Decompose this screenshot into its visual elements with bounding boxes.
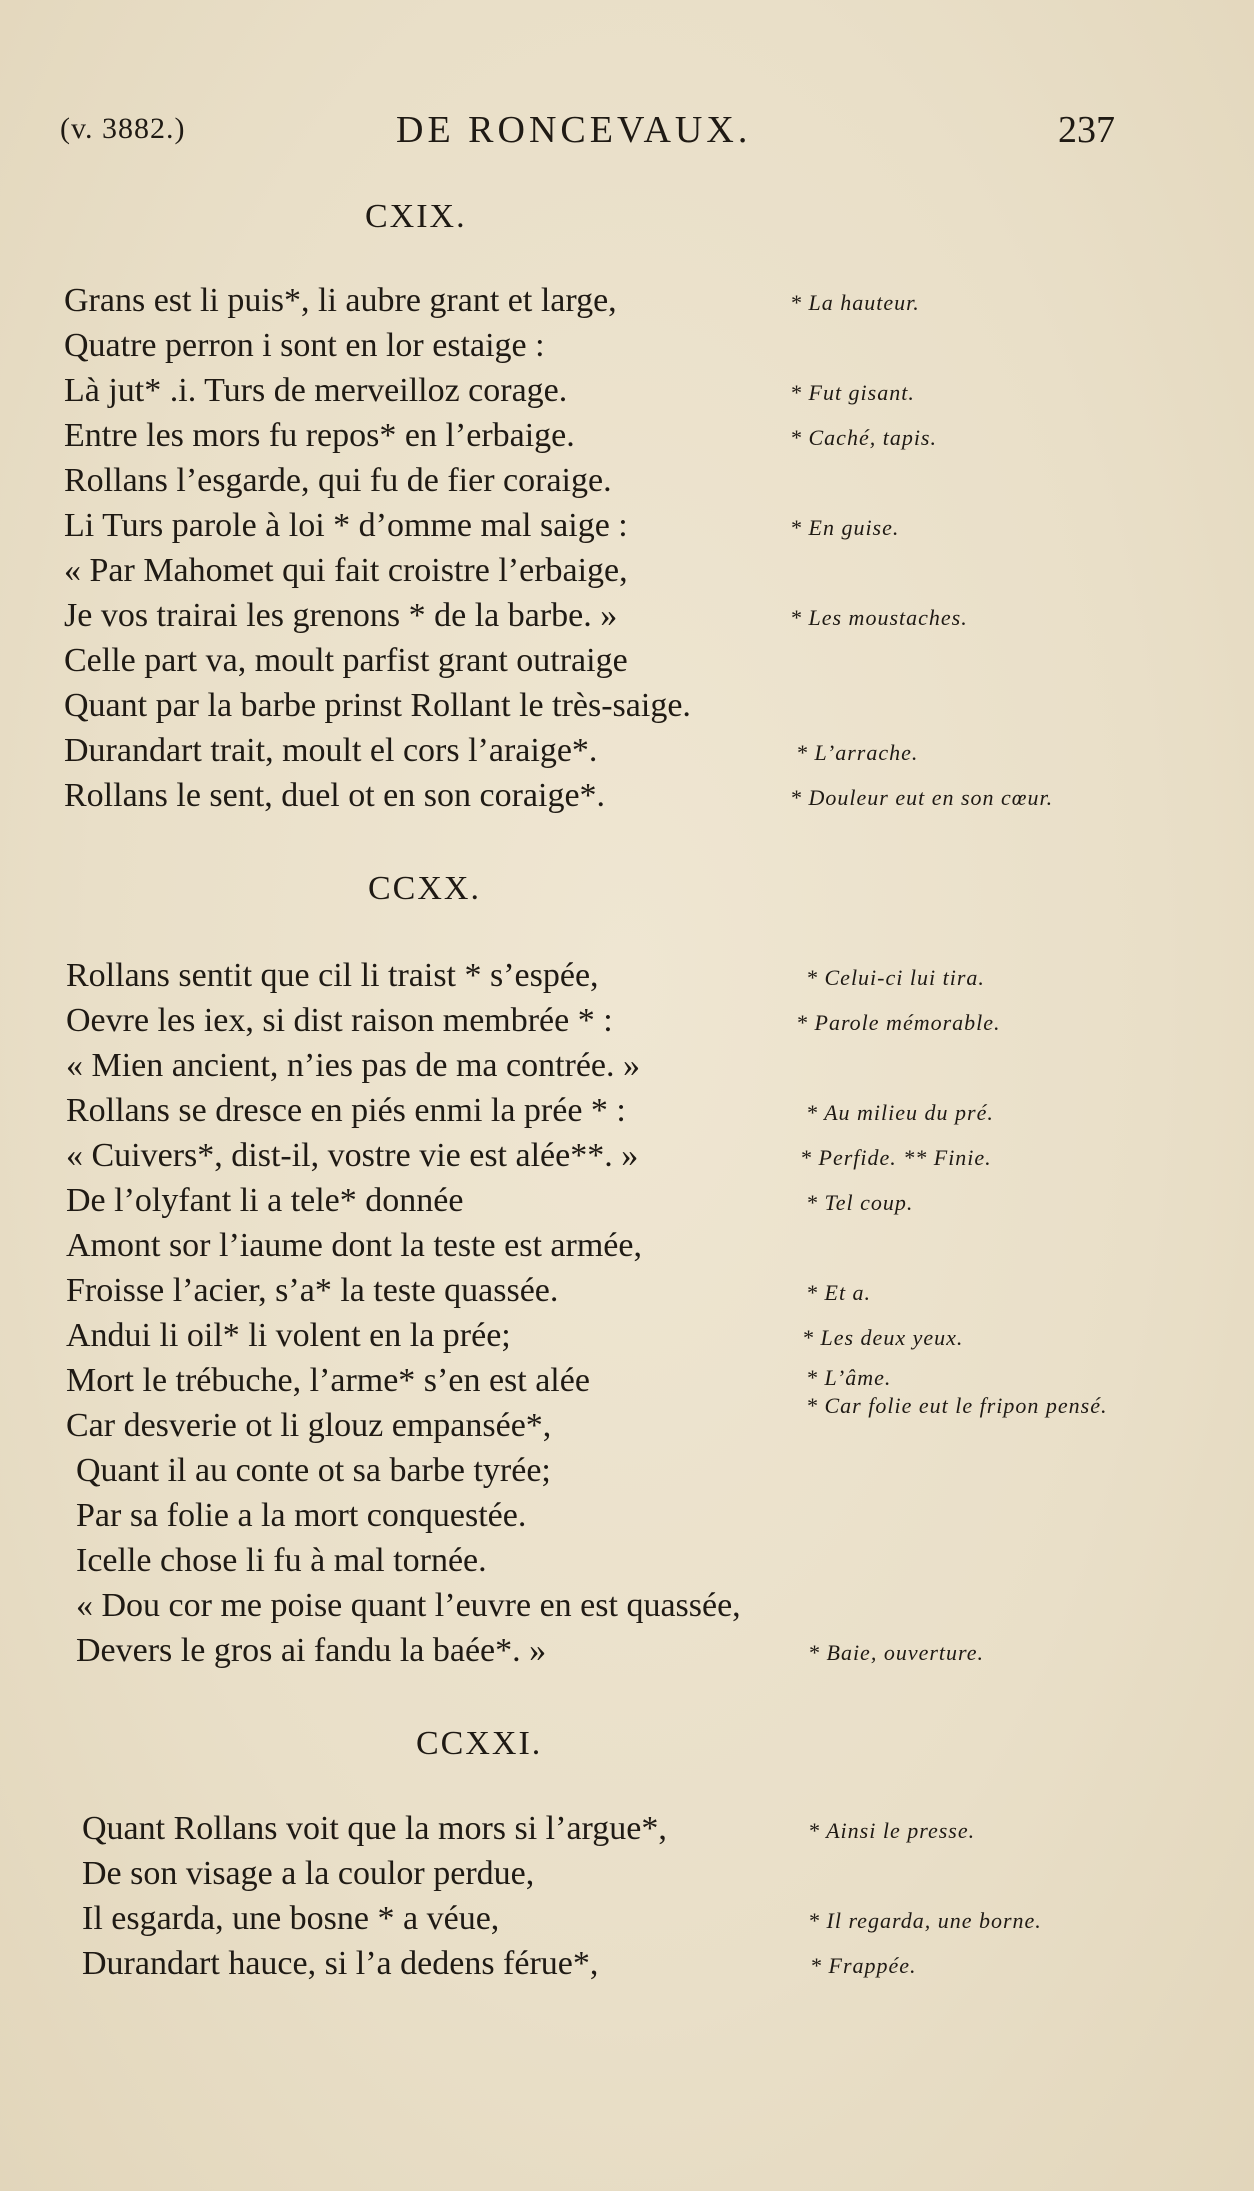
margin-note: * Parole mémorable. [796,1010,1001,1035]
margin-note: * Les deux yeux. [802,1325,964,1350]
margin-note: * Tel coup. [806,1190,914,1215]
verse-line: De l’olyfant li a tele* donnée [66,1182,464,1219]
verse-line: Froisse l’acier, s’a* la teste quassée. [66,1272,559,1309]
running-header [0,108,1254,158]
verse-line: Par sa folie a la mort conquestée. [76,1497,527,1534]
verse-line: « Cuivers*, dist-il, vostre vie est alée**. » [66,1137,639,1174]
verse-line: Rollans se dresce en piés enmi la prée * : [66,1092,626,1129]
verse-line: Entre les mors fu repos* en l’erbaige. [64,417,575,454]
verse-line: Rollans sentit que cil li traist * s’espée, [66,957,599,994]
verse-line: Li Turs parole à loi * d’omme mal saige : [64,507,628,544]
margin-note: * Baie, ouverture. [808,1640,985,1665]
verse-line: Durandart hauce, si l’a dedens férue*, [82,1945,599,1982]
margin-note: * Fut gisant. [790,380,915,405]
margin-note: * Douleur eut en son cœur. [790,785,1054,810]
verse-line: « Par Mahomet qui fait croistre l’erbaige, [64,552,628,589]
margin-note: * Caché, tapis. [790,425,937,450]
verse-line: Quant Rollans voit que la mors si l’argue*, [82,1810,667,1847]
margin-note: * Les moustaches. [790,605,968,630]
verse-line: Andui li oil* li volent en la prée; [66,1317,511,1354]
verse-line: Oevre les iex, si dist raison membrée * : [66,1002,613,1039]
margin-note: * Au milieu du pré. [806,1100,994,1125]
verse-line: Celle part va, moult parfist grant outraige [64,642,628,679]
verse-line: Mort le trébuche, l’arme* s’en est alée [66,1362,590,1399]
margin-note: * Car folie eut le fripon pensé. [806,1393,1108,1418]
margin-note: * Ainsi le presse. [808,1818,976,1843]
margin-note: * Frappée. [810,1953,917,1978]
verse-line: Quatre perron i sont en lor estaige : [64,327,545,364]
verse-line: Rollans le sent, duel ot en son coraige*. [64,777,606,814]
margin-note: * Il regarda, une borne. [808,1908,1042,1933]
verse-line: Icelle chose li fu à mal tornée. [76,1542,487,1579]
verse-line: Il esgarda, une bosne * a véue, [82,1900,500,1937]
verse-line: Quant il au conte ot sa barbe tyrée; [76,1452,551,1489]
verse-line: « Dou cor me poise quant l’euvre en est quassée, [76,1587,741,1624]
page-number: 237 [1058,109,1115,151]
verse-line: De son visage a la coulor perdue, [82,1855,535,1892]
verse-line: Je vos trairai les grenons * de la barbe. » [64,597,618,634]
section-title-ccxx: CCXX. [368,870,481,907]
verse-line: Quant par la barbe prinst Rollant le très-saige. [64,687,691,724]
margin-note: * En guise. [790,515,900,540]
verse-line: Rollans l’esgarde, qui fu de fier coraige. [64,462,612,499]
verse-line: Là jut* .i. Turs de merveilloz corage. [64,372,568,409]
margin-note: * Celui-ci lui tira. [806,965,985,990]
margin-note: * L’arrache. [796,740,919,765]
verse-line: Amont sor l’iaume dont la teste est armée, [66,1227,642,1264]
verse-line: « Mien ancient, n’ies pas de ma contrée. » [66,1047,641,1084]
verse-line: Car desverie ot li glouz empansée*, [66,1407,552,1444]
verse-line: Devers le gros ai fandu la baée*. » [76,1632,547,1669]
verse-reference: (v. 3882.) [60,112,186,145]
margin-note: * L’âme. [806,1365,892,1390]
section-title-cxix: CXIX. [365,198,467,235]
margin-note: * Et a. [806,1280,872,1305]
running-title: DE RONCEVAUX. [396,109,752,151]
margin-note: * La hauteur. [790,290,920,315]
section-title-ccxxi: CCXXI. [416,1725,543,1762]
margin-note: * Perfide. ** Finie. [800,1145,992,1170]
verse-line: Durandart trait, moult el cors l’araige*. [64,732,598,769]
verse-line: Grans est li puis*, li aubre grant et large, [64,282,617,319]
